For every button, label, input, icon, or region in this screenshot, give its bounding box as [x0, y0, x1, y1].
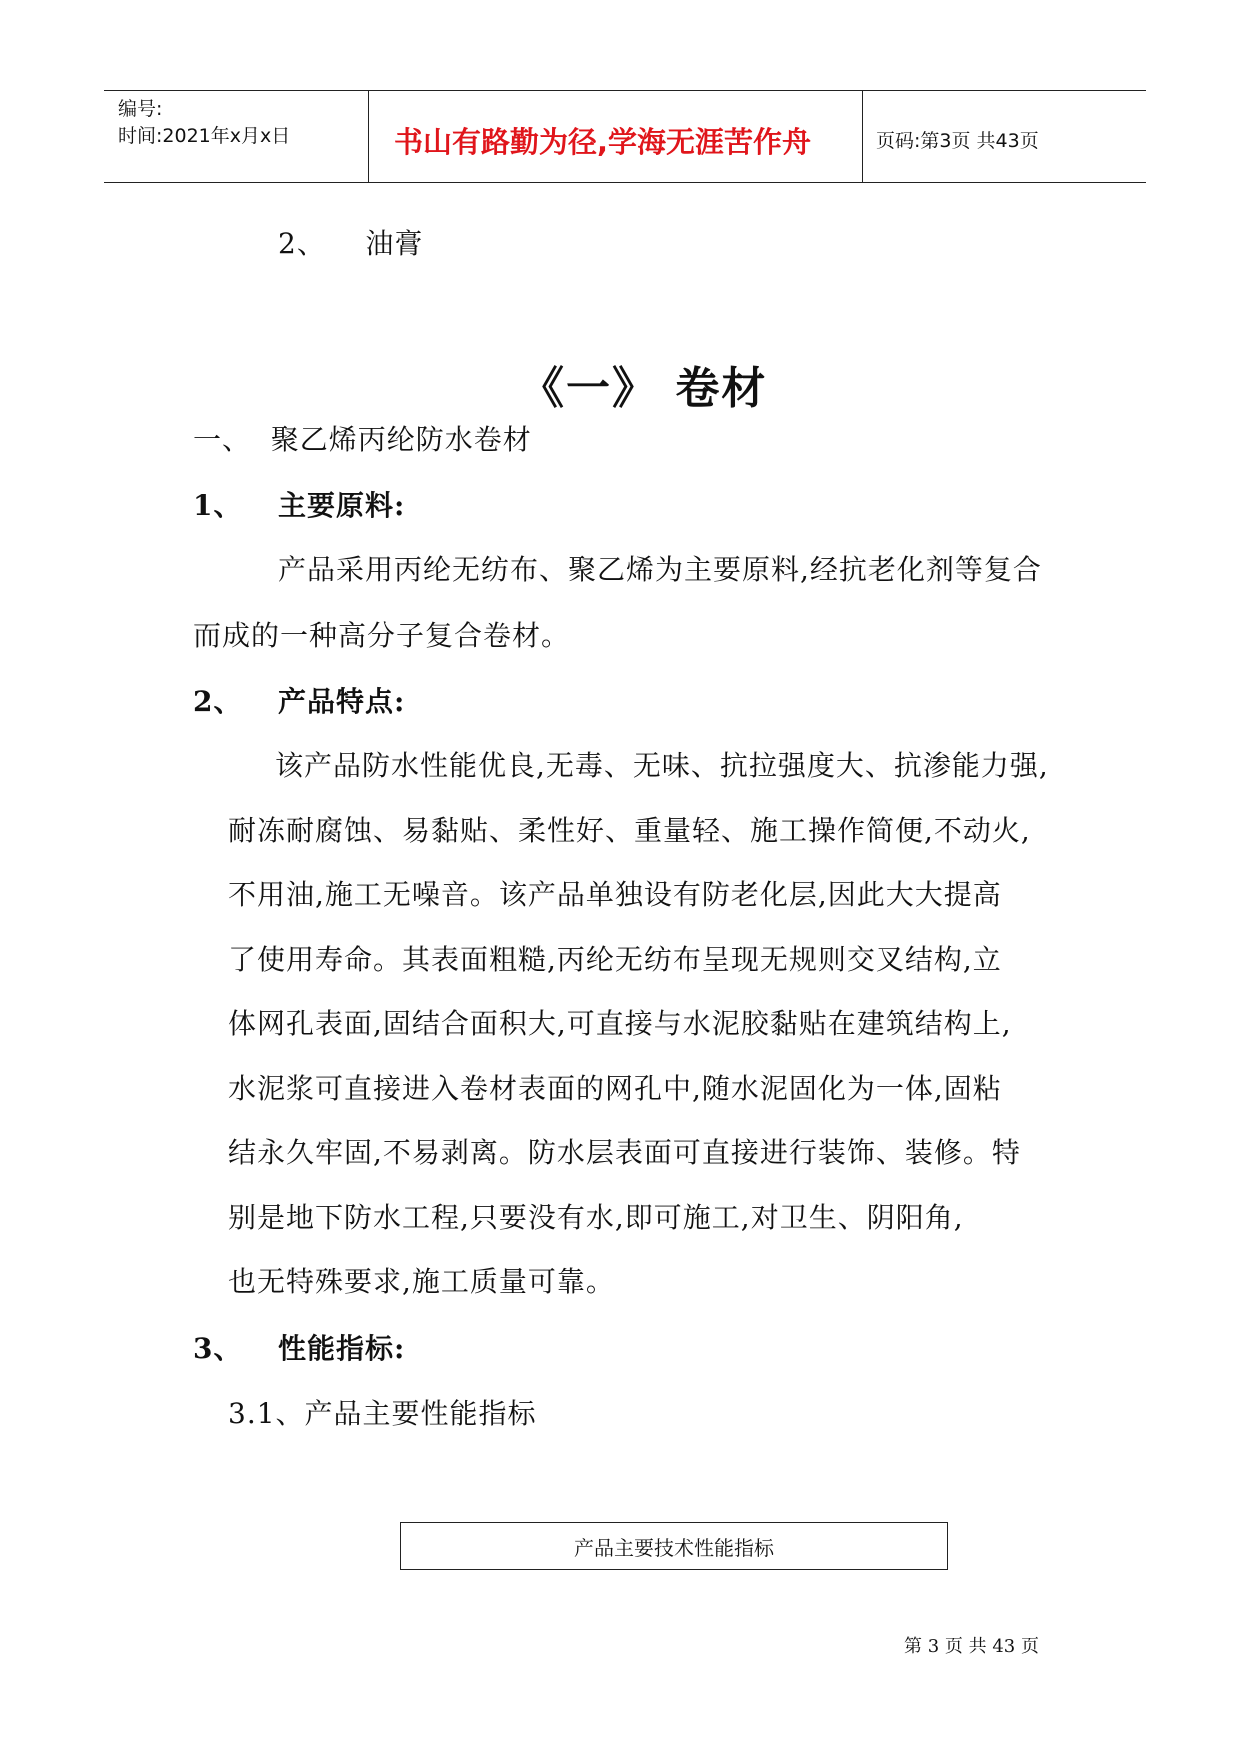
header-divider-left — [368, 90, 369, 182]
features-line-5: 体网孔表面,固结合面积大,可直接与水泥胶黏贴在建筑结构上, — [228, 1007, 1012, 1040]
item-1-heading: 主要原料: — [278, 489, 406, 522]
header-page-info: 页码:第3页 共43页 — [876, 130, 1039, 152]
performance-table-header — [400, 1522, 948, 1570]
features-line-6: 水泥浆可直接进入卷材表面的网孔中,随水泥固化为一体,固粘 — [228, 1072, 1002, 1105]
features-line-1: 该产品防水性能优良,无毒、无味、抗拉强度大、抗渗能力强, — [275, 749, 1049, 782]
features-line-3: 不用油,施工无噪音。该产品单独设有防老化层,因此大大提高 — [228, 878, 1002, 911]
features-line-4: 了使用寿命。其表面粗糙,丙纶无纺布呈现无规则交叉结构,立 — [228, 943, 1002, 976]
subsection-heading: 一、 聚乙烯丙纶防水卷材 — [193, 423, 532, 456]
page-footer: 第 3 页 共 43 页 — [904, 1636, 1039, 1657]
features-line-2: 耐冻耐腐蚀、易黏贴、柔性好、重量轻、施工操作简便,不动火, — [228, 814, 1031, 847]
sub-item-3-1: 3.1、产品主要性能指标 — [228, 1397, 537, 1430]
document-time-label: 时间:2021年x月x日 — [118, 125, 291, 147]
section-title: 《一》 卷材 — [520, 363, 768, 414]
header-bottom-border — [104, 182, 1146, 183]
materials-line-2: 而成的一种高分子复合卷材。 — [193, 619, 571, 652]
item-2-heading: 产品特点: — [278, 685, 406, 718]
features-line-8: 别是地下防水工程,只要没有水,即可施工,对卫生、阴阳角, — [228, 1201, 964, 1234]
header-divider-right — [862, 90, 863, 182]
document-number-label: 编号: — [118, 98, 163, 120]
intro-list-item: 2、 油膏 — [278, 227, 424, 260]
header-top-border — [104, 90, 1146, 91]
table-caption: 产品主要技术性能指标 — [574, 1535, 774, 1560]
features-line-9: 也无特殊要求,施工质量可靠。 — [228, 1265, 615, 1298]
item-2-number: 2、 — [193, 685, 243, 718]
materials-line-1: 产品采用丙纶无纺布、聚乙烯为主要原料,经抗老化剂等复合 — [278, 553, 1042, 586]
features-line-7: 结永久牢固,不易剥离。防水层表面可直接进行装饰、装修。特 — [228, 1136, 1021, 1169]
item-3-number: 3、 — [193, 1332, 243, 1365]
header-motto: 书山有路勤为径,学海无涯苦作舟 — [394, 125, 812, 159]
item-1-number: 1、 — [193, 489, 243, 522]
item-3-heading: 性能指标: — [278, 1332, 406, 1365]
